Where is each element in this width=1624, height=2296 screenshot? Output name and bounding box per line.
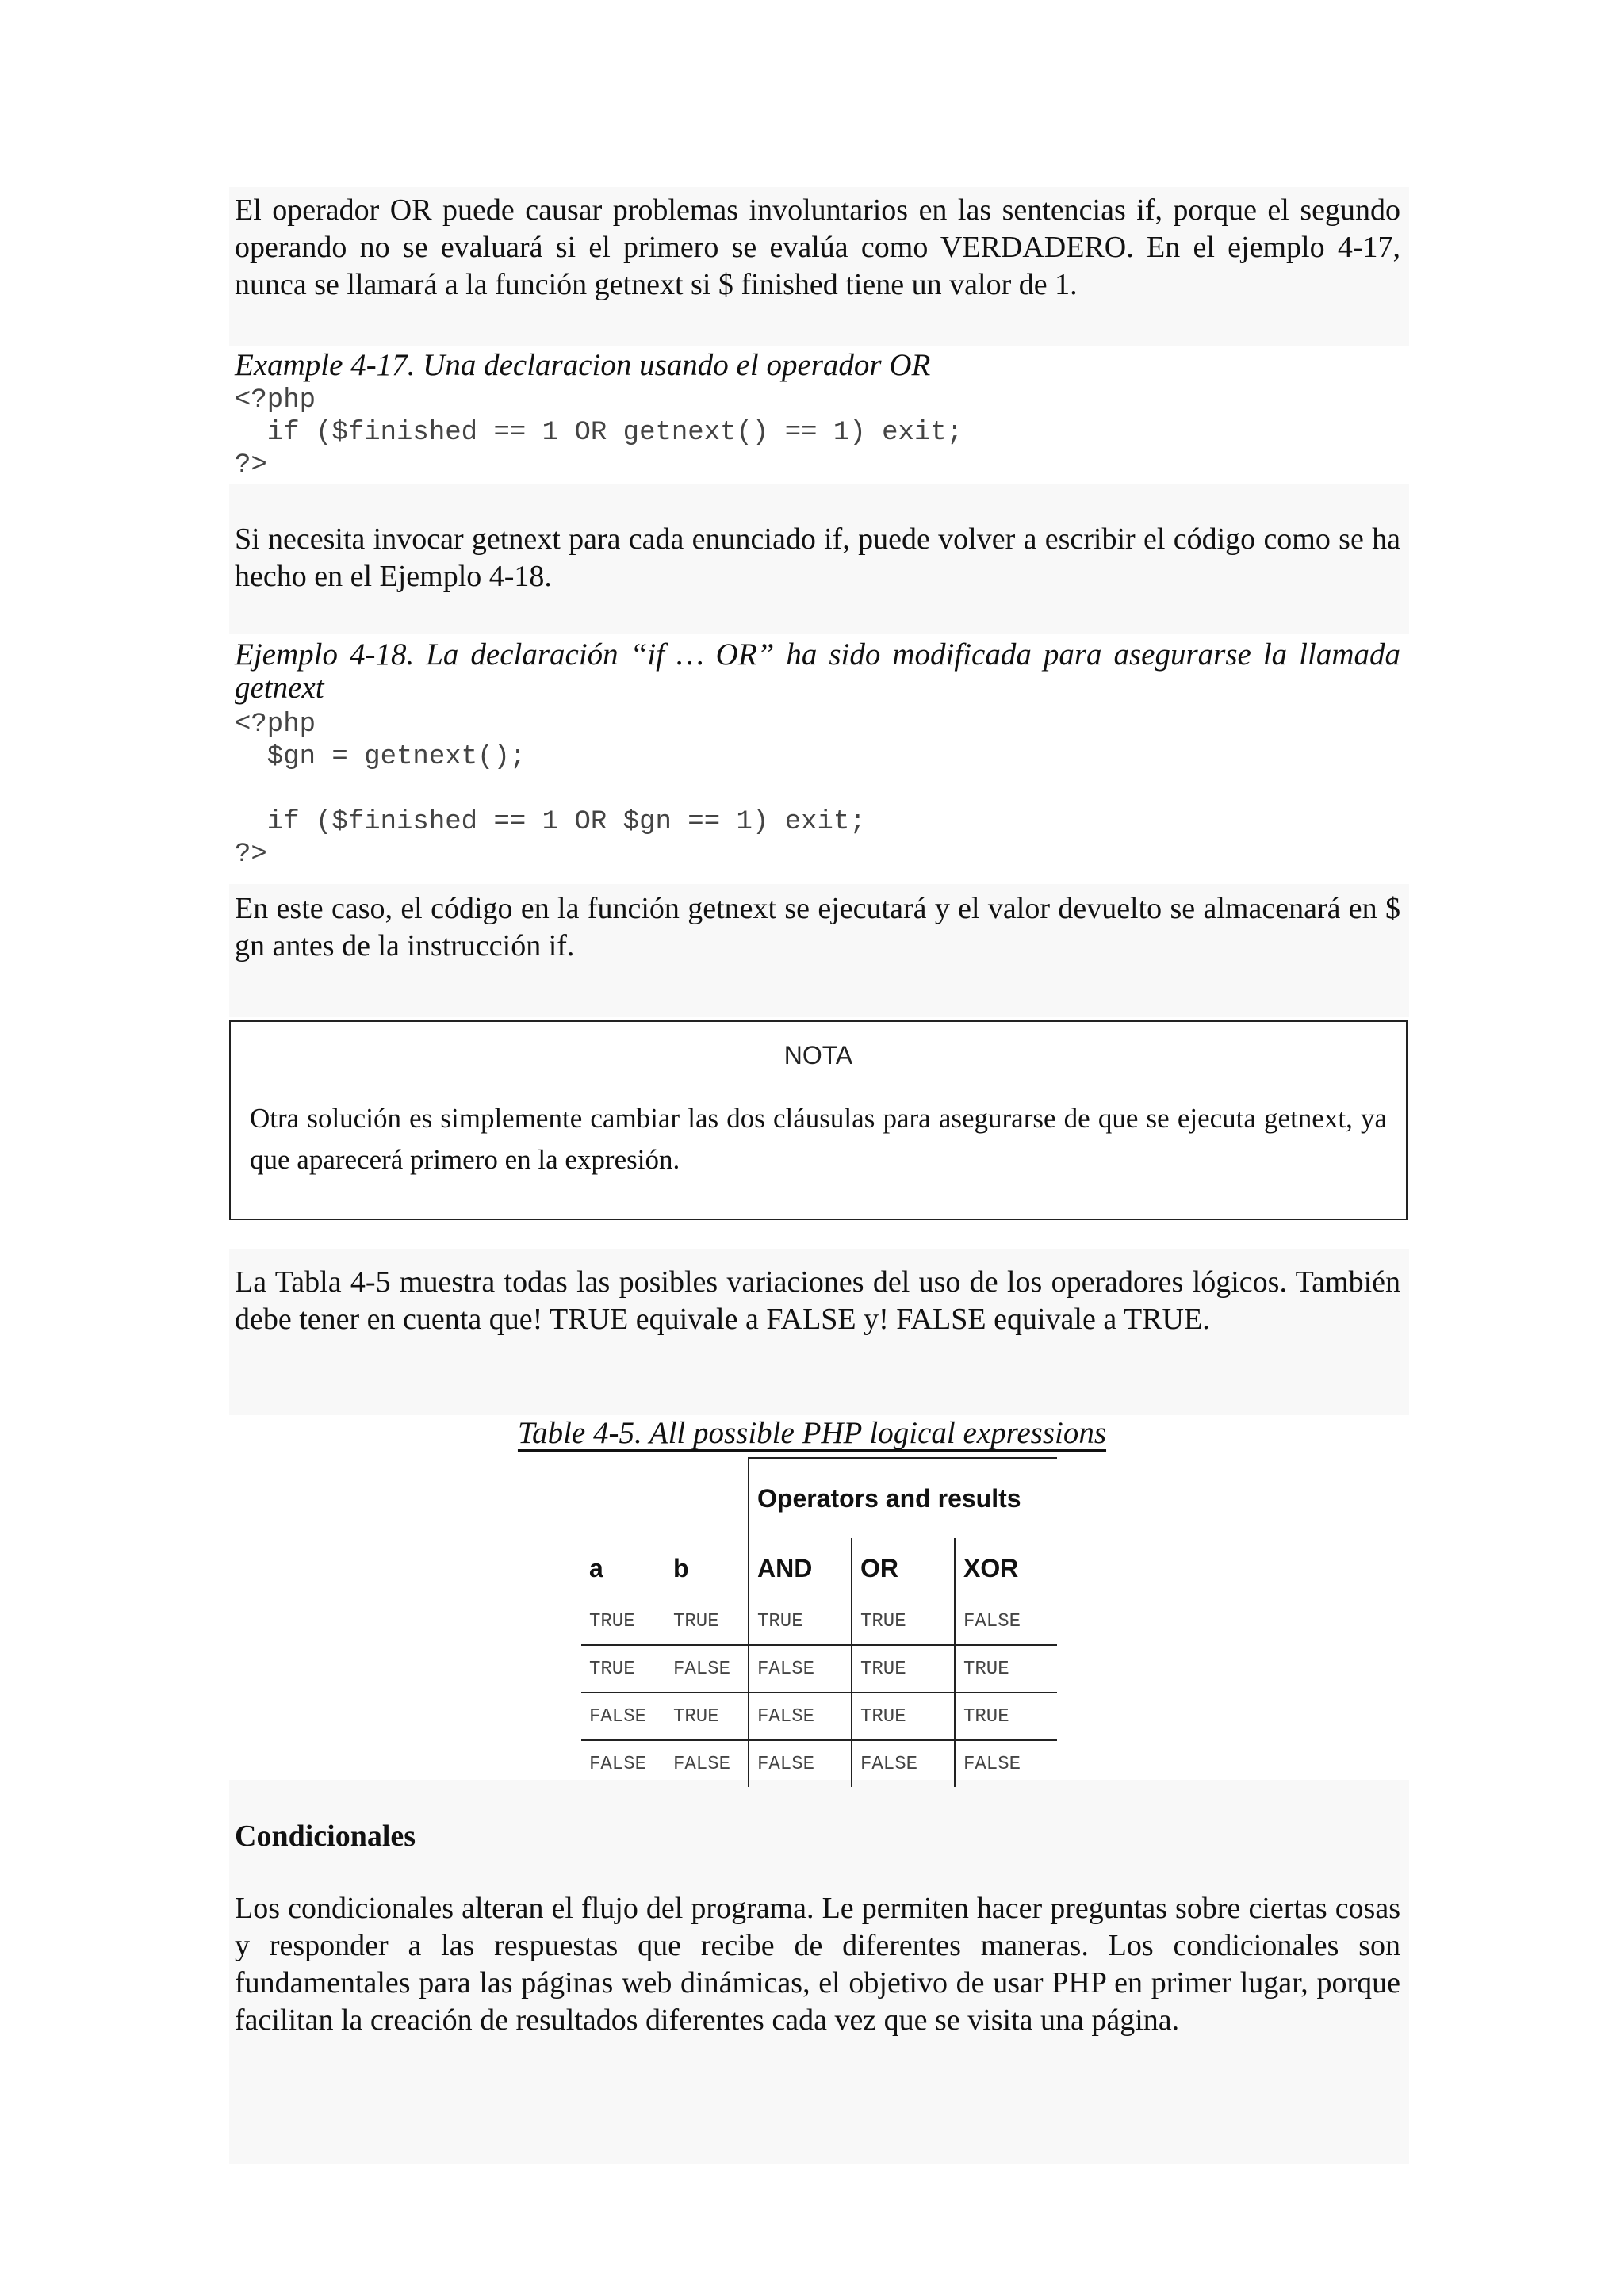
- section-heading-condicionales: Condicionales: [235, 1820, 416, 1853]
- table-cell: FALSE: [589, 1753, 647, 1775]
- table-group-header: Operators and results: [749, 1458, 1057, 1538]
- table-header-xor: XOR: [963, 1553, 1019, 1582]
- table-header-and: AND: [749, 1538, 852, 1598]
- table-header-empty: [581, 1458, 665, 1538]
- paragraph-table-intro: La Tabla 4-5 muestra todas las posibles variaciones del uso de los operadores lógicos. También debe tener en cuenta que! TRUE equivale a FALSE y! FALSE equivale a TRUE.: [235, 1265, 1400, 1336]
- table-cell: FALSE: [852, 1740, 955, 1787]
- paragraph-getnext: Si necesita invocar getnext para cada enunciado if, puede volver a escribir el código como se ha hecho en el Ejemplo 4-18.: [235, 522, 1400, 593]
- table-caption-text: Table 4-5. All possible PHP logical expressions: [517, 1416, 1107, 1450]
- table-cell: FALSE: [955, 1598, 1057, 1645]
- table-cell: TRUE: [852, 1645, 955, 1693]
- paragraph-this-case: En este caso, el código en la función getnext se ejecutará y el valor devuelto se almacenará en $ gn antes de la instrucción if.: [235, 892, 1400, 962]
- note-title: NOTA: [783, 1041, 853, 1070]
- example-4-17-caption: Example 4-17. Una declaracion usando el operador OR: [235, 348, 931, 382]
- note-text: Otra solución es simplemente cambiar las dos cláusulas para asegurarse de que se ejecuta getnext, ya que aparecerá primero en la expresión.: [250, 1103, 1387, 1175]
- table-cell: FALSE: [581, 1693, 665, 1740]
- table-cell: TRUE: [852, 1598, 955, 1645]
- table-cell: TRUE: [955, 1645, 1057, 1693]
- table-row: [581, 1740, 1057, 1787]
- paragraph-condicionales: Los condicionales alteran el flujo del programa. Le permiten hacer preguntas sobre ciertas cosas y responder a las respuestas que recibe de diferentes maneras. Los condicionales son fundamentales para las páginas web dinámicas, el objetivo de usar PHP en primer lugar, porque facilitan la creación de resultados diferentes cada vez que se visita una página.: [235, 1892, 1400, 2037]
- table-cell: FALSE: [665, 1645, 749, 1693]
- table-header-empty: [665, 1458, 749, 1538]
- table-cell: TRUE: [852, 1693, 955, 1740]
- table-cell: FALSE: [749, 1740, 852, 1787]
- table-row: [581, 1598, 1057, 1645]
- table-cell: FALSE: [749, 1645, 852, 1693]
- table-cell: TRUE: [955, 1693, 1057, 1740]
- table-header-b: b: [665, 1538, 749, 1598]
- table-caption: [0, 1415, 1624, 1451]
- example-4-18-caption: Ejemplo 4-18. La declaración “if … OR” ha sido modificada para asegurarse la llamada getnext: [235, 637, 1400, 705]
- table-cell: TRUE: [665, 1598, 749, 1645]
- table-cell: TRUE: [581, 1645, 665, 1693]
- table-cell: TRUE: [749, 1598, 852, 1645]
- paragraph-or-operator: El operador OR puede causar problemas involuntarios en las sentencias if, porque el segundo operando no se evaluará si el primero se evalúa como VERDADERO. En el ejemplo 4-17, nunca se llamará a la función getnext si $ finished tiene un valor de 1.: [235, 193, 1400, 301]
- example-4-17-code: <?php if ($finished == 1 OR getnext() == 1) exit; ?>: [235, 385, 963, 480]
- table-cell: FALSE: [665, 1740, 749, 1787]
- table-header-or: OR: [852, 1538, 955, 1598]
- example-4-18-code: <?php $gn = getnext(); if ($finished == 1 OR $gn == 1) exit; ?>: [235, 710, 866, 870]
- note-box: [229, 1020, 1408, 1220]
- table-cell: FALSE: [749, 1693, 852, 1740]
- table-row: [581, 1693, 1057, 1740]
- table-header-a: a: [589, 1553, 603, 1582]
- table-cell: TRUE: [581, 1598, 665, 1645]
- table-cell: FALSE: [963, 1753, 1021, 1775]
- table-row: [581, 1645, 1057, 1693]
- logical-expressions-table: [581, 1457, 1057, 1787]
- table-cell: TRUE: [665, 1693, 749, 1740]
